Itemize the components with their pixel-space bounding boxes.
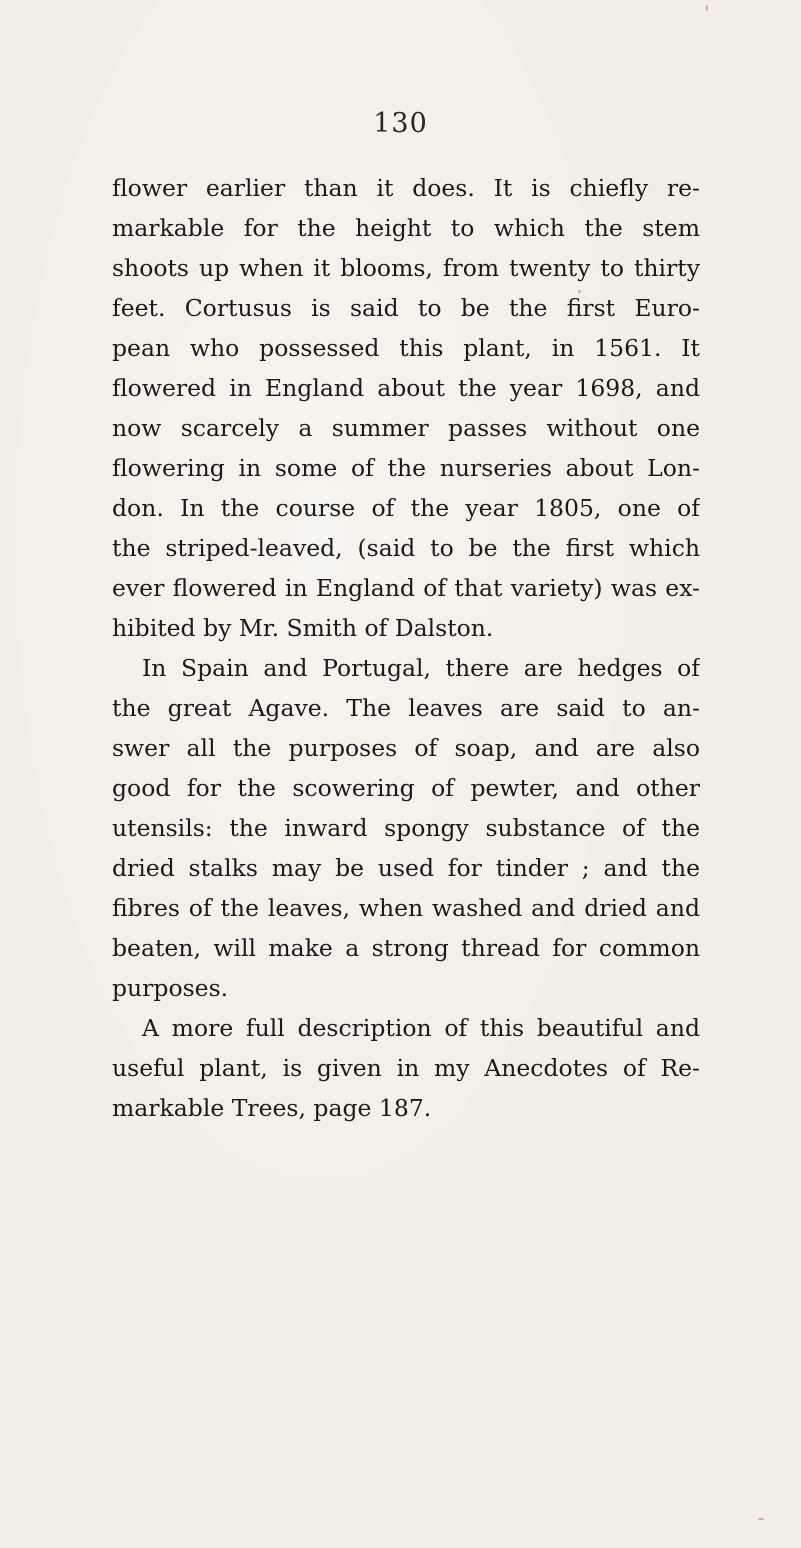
paragraph-start-line: A more full description of this beautiful and [142,1014,700,1042]
paper-speck [758,1518,764,1520]
text-line: the great Agave. The leaves are said to an- [112,694,700,722]
body-text [112,168,700,1128]
text-line: don. In the course of the year 1805, one of [112,494,700,522]
text-line: shoots up when it blooms, from twenty to thirty [112,254,700,282]
text-line: dried stalks may be used for tinder ; and the [112,854,700,882]
text-line: purposes. [112,974,229,1002]
text-line: the striped-leaved, (said to be the first which [112,534,700,562]
text-line: utensils: the inward spongy substance of the [112,814,700,842]
text-line: useful plant, is given in my Anecdotes of Re- [112,1054,700,1082]
paragraph-start-line: In Spain and Portugal, there are hedges of [142,654,700,682]
text-line: feet. Cortusus is said to be the first Euro- [112,294,700,322]
text-line: pean who possessed this plant, in 1561. It [112,334,700,362]
paper-speck [706,5,708,11]
text-line: markable Trees, page 187. [112,1094,432,1122]
text-line: flower earlier than it does. It is chiefly re- [112,174,700,202]
paper-speck [578,290,581,293]
text-line: markable for the height to which the stem [112,214,700,242]
text-line: fibres of the leaves, when washed and dried and [112,894,700,922]
text-line: swer all the purposes of soap, and are also [112,734,700,762]
text-line: hibited by Mr. Smith of Dalston. [112,614,494,642]
text-line: flowering in some of the nurseries about Lon- [112,454,700,482]
text-line: flowered in England about the year 1698, and [112,374,700,402]
text-line: beaten, will make a strong thread for common [112,934,700,962]
text-line: good for the scowering of pewter, and other [112,774,700,802]
page-number: 130 [373,108,428,139]
text-line: now scarcely a summer passes without one [112,414,700,442]
text-line: ever flowered in England of that variety) was ex- [112,574,700,602]
